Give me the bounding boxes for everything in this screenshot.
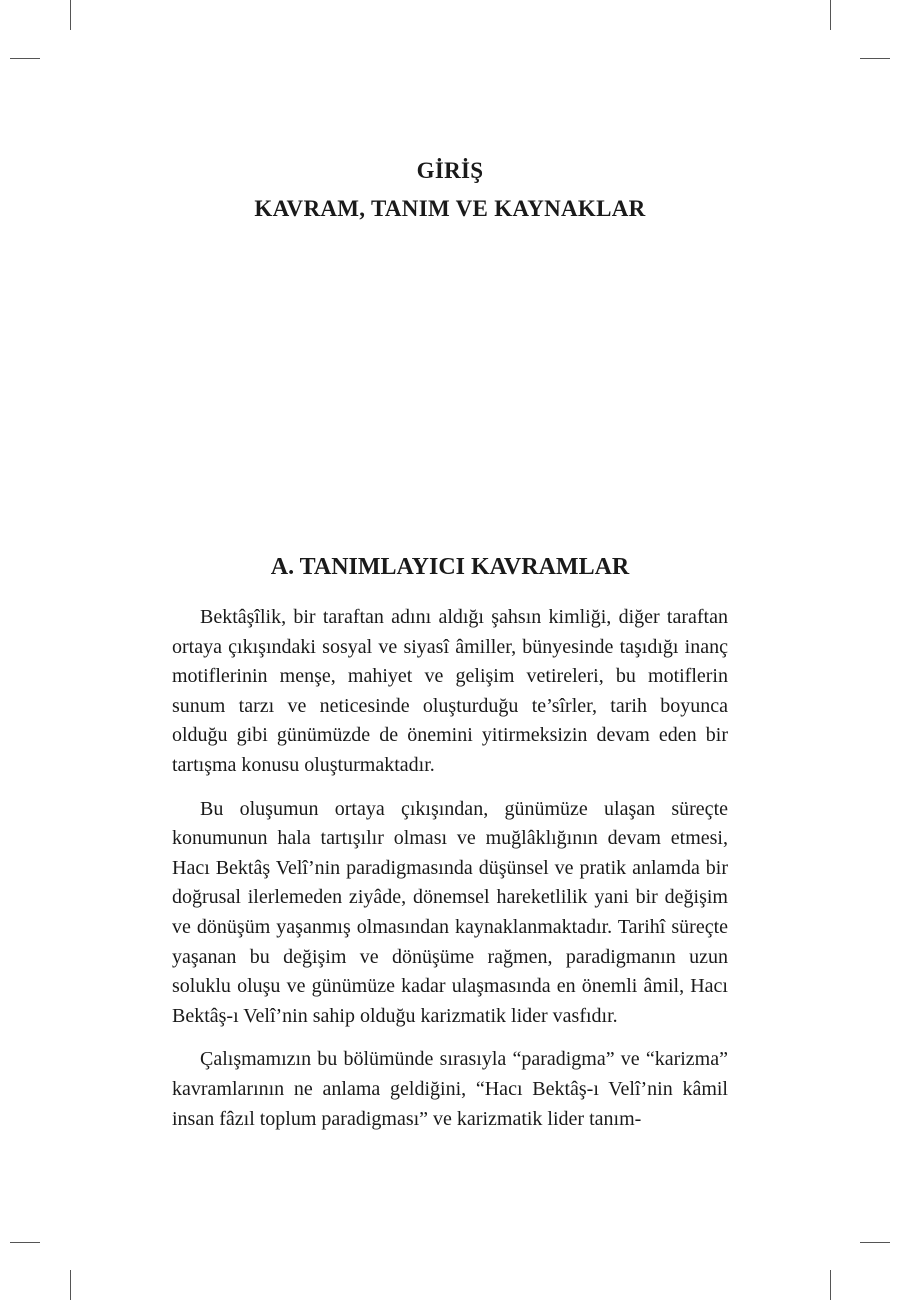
- crop-mark-top-right: [830, 0, 831, 30]
- crop-mark-right-bottom: [860, 1242, 890, 1243]
- body-text: [172, 603, 728, 1148]
- crop-mark-top-left: [70, 0, 71, 30]
- crop-mark-left-top: [10, 58, 40, 59]
- paragraph: Bektâşîlik, bir taraftan adını aldığı şahsın kimliği, diğer taraftan ortaya çıkışındaki sosyal ve siyasî âmiller, bünyesinde taşıdığı inanç motiflerinin menşe, mahiyet ve gelişim vetireleri, bu motiflerin sunum tarzı ve neticesinde oluşturduğu te’sîrler, tarih boyunca olduğu gibi günümüzde de önemini yitirmeksizin devam eden bir tartışma konusu oluşturmaktadır.: [172, 606, 728, 776]
- crop-mark-left-bottom: [10, 1242, 40, 1243]
- section-heading: A. TANIMLAYICI KAVRAMLAR: [270, 554, 630, 580]
- paragraph: Bu oluşumun ortaya çıkışından, günümüze ulaşan süreçte konumunun hala tartışılır olması ve muğlâklığının devam etmesi, Hacı Bektâş Velî’nin paradigmasında düşünsel ve pratik anlamda bir doğrusal ilerlemeden ziyâde, dönemsel hareketlilik yani bir değişim ve dönüşüm yaşanmış olmasından kaynaklanmaktadır. Tarihî süreçte yaşanan bu değişim ve dönüşüme rağmen, paradigmanın uzun soluklu oluşu ve günümüze kadar ulaşmasında en önemli âmil, Hacı Bektâş-ı Velî’nin sahip olduğu karizmatik lider vasfıdır.: [172, 797, 728, 1027]
- chapter-title: GİRİŞ: [416, 158, 484, 183]
- crop-mark-bottom-left: [70, 1270, 71, 1300]
- crop-mark-right-top: [860, 58, 890, 59]
- crop-mark-bottom-right: [830, 1270, 831, 1300]
- paragraph: Çalışmamızın bu bölümünde sırasıyla “paradigma” ve “karizma” kavramlarının ne anlama geldiğini, “Hacı Bektâş-ı Velî’nin kâmil insan fâzıl toplum paradigması” ve karizmatik lider tanım-: [172, 1048, 728, 1130]
- chapter-subtitle: KAVRAM, TANIM VE KAYNAKLAR: [254, 196, 646, 221]
